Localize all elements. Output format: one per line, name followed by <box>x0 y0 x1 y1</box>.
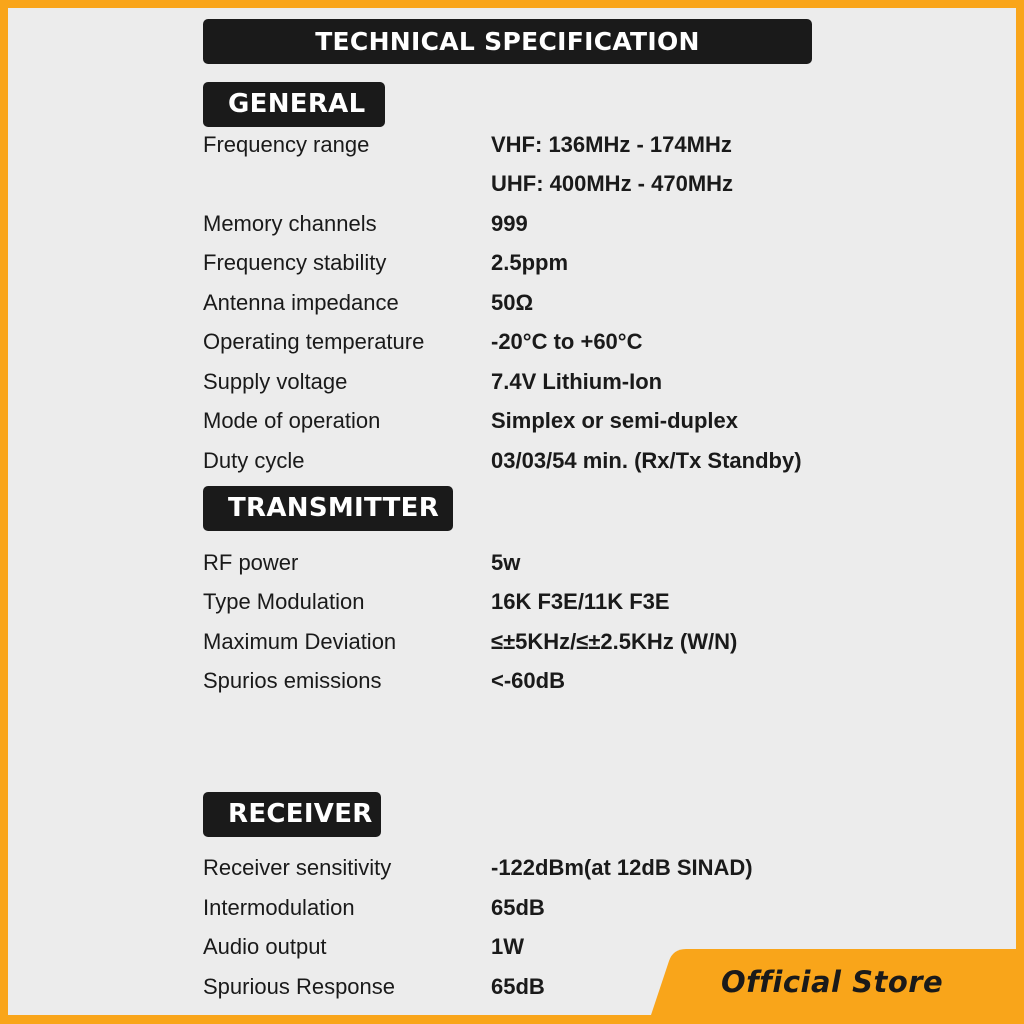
spec-row <box>203 587 903 617</box>
spec-row <box>203 406 903 436</box>
spec-row <box>203 130 903 160</box>
spec-value: 16K F3E/11K F3E <box>491 589 670 614</box>
spec-label: Frequency range <box>203 132 370 157</box>
spec-label: Mode of operation <box>203 408 381 433</box>
section-heading-general: GENERAL <box>203 82 385 127</box>
spec-value: UHF: 400MHz - 470MHz <box>491 171 734 196</box>
spec-row <box>203 893 903 923</box>
spec-label: Duty cycle <box>203 448 305 473</box>
spec-value: 50Ω <box>491 290 534 315</box>
spec-row <box>203 327 903 357</box>
spec-row <box>203 853 903 883</box>
spec-row <box>203 367 903 397</box>
spec-value: 999 <box>491 211 528 236</box>
spec-label: Spurios emissions <box>203 668 382 693</box>
spec-label: Antenna impedance <box>203 290 399 315</box>
spec-label: Operating temperature <box>203 329 425 354</box>
official-store-label: Official Store <box>721 965 944 999</box>
spec-label: Receiver sensitivity <box>203 855 392 880</box>
spec-value: -122dBm(at 12dB SINAD) <box>491 855 753 880</box>
section-heading-transmitter: TRANSMITTER <box>203 486 453 531</box>
spec-label: Frequency stability <box>203 250 387 275</box>
spec-value: -20°C to +60°C <box>491 329 643 354</box>
spec-label: Supply voltage <box>203 369 348 394</box>
spec-value: Simplex or semi-duplex <box>491 408 738 433</box>
spec-label: Spurious Response <box>203 974 396 999</box>
spec-row <box>203 169 903 199</box>
spec-value: 03/03/54 min. (Rx/Tx Standby) <box>491 448 802 473</box>
spec-value: VHF: 136MHz - 174MHz <box>491 132 732 157</box>
spec-value: 1W <box>491 934 524 959</box>
spec-value: 65dB <box>491 895 545 920</box>
spec-value: <-60dB <box>491 668 565 693</box>
spec-value: 65dB <box>491 974 545 999</box>
spec-value: 7.4V Lithium-Ion <box>491 369 663 394</box>
spec-value: ≤±5KHz/≤±2.5KHz (W/N) <box>491 629 738 654</box>
spec-row <box>203 446 903 476</box>
spec-label: Type Modulation <box>203 589 365 614</box>
spec-label: Maximum Deviation <box>203 629 397 654</box>
spec-row <box>203 666 903 696</box>
section-heading-receiver: RECEIVER <box>203 792 381 837</box>
spec-row <box>203 209 903 239</box>
spec-label: Intermodulation <box>203 895 355 920</box>
spec-row <box>203 627 903 657</box>
spec-label: RF power <box>203 550 299 575</box>
spec-value: 2.5ppm <box>491 250 569 275</box>
spec-value: 5w <box>491 550 521 575</box>
spec-row <box>203 288 903 318</box>
spec-row <box>203 548 903 578</box>
spec-row <box>203 248 903 278</box>
spec-label: Audio output <box>203 934 327 959</box>
official-store-badge <box>651 949 1016 1015</box>
spec-label: Memory channels <box>203 211 377 236</box>
page-title: TECHNICAL SPECIFICATION <box>203 19 812 64</box>
